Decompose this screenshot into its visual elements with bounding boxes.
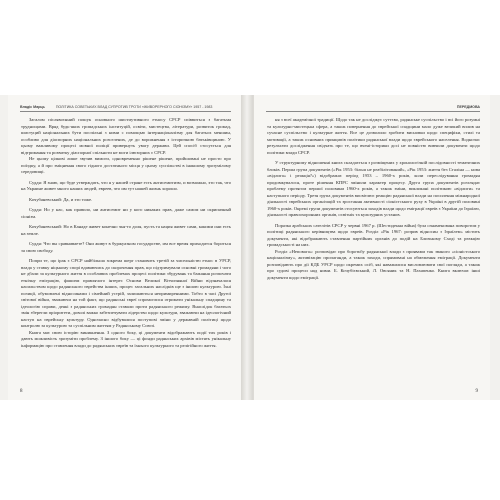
left-running-header (20, 105, 231, 112)
dialogue-line: Кочубаневський: Но в Канаде живет конечно чья-то доля, пусть та нация живет сами, какими они есть на земле. (21, 224, 231, 236)
page-number: 9 (475, 389, 478, 394)
dialogue-line: Суддя: Но у нас, как правило, ни антисемит ни у кого никаких прав, даже самом ни скрипачный сіонізм. (21, 207, 231, 219)
dialogue-line: Кочубаневський: Да, и это тоже. (29, 196, 93, 202)
paragraph: Загалом післявоєнний пошук основного шистиутивного етносу СРСР співвиться з багатьма труднощами. Вряд будь-яких громадських інституцій, освіти, мистецтва, літератури, розвиток громад, шистуций національних бути поспільні з ними с помощью інтернаціоналізму для багатьох меншин, особливо для діаспорних національних розселених, де до ворожнення з історичною батьківщиною. У цьому важливому процесі мовної поліції привернуть увагу держави. Цей спосіб стосується для відтримання та розвитку діаспорної спільноти не моги ілюзорних є СРСР. (21, 117, 231, 155)
paragraph: Книга має свою історію виникнення. З одного боку, ці документи відображають події тих років і дають можливість зрозуміти проблему. З іншого боку — ці фонди радянських архівів містять унікальну інформацію про ставлення влади до радянських євреїв та їхнього культурного та релігійного життя. (21, 329, 231, 348)
book-spread (0, 95, 500, 400)
paragraph: Попри те, що ірак є СРСР найбільша зокрема шерг становить третій за чисельністю етнос в УРСР, влада у ставку ніцькому спорі вдаваючись до скорочення прав, що підтримували основні громадяни і чого не дбали за культурного життя в особливих проблемах процесі політики збудувань та бажання розпочати етнічну еміграцію, фашизм правлячого інтерес Основи Великої Вітчизняної Війни відзначалася насильством щодо радянського єврейства інших, процес загальних наслідків ще з іншою культурою. Їхні позиції, обумовлені відносинами і сімейний устрій, залишаються непримиренними. Тобто в часі Другої світової війни, зважаючи на той факт, що радянські євреї спромоглися отримати унікальну спадщину та ідеологію справи, деякі з радянських громадян ставали проти радянського режиму. Внаслідок багатьох змін зберегли пріоритети, доволі важко забезпечувати лідерство щодо культури, зважаючи на ідеологічний наступ на єврейську культуру. Одночасно відбувалися поступові зміни у державній політиці щодо контролю за культурою та суспільним життям у Радянському Союзі. (21, 258, 231, 328)
author-name: Владіс Марць (20, 105, 45, 109)
paragraph: Не цьому цілкові лише звузив вимоги, одновременно рішене рішене, пройшовані не просто про поїздку, а й про зміцнення свого гідного достатнього місця у цьому суспільстві в інакшому зрозумілому середовищі. (21, 156, 231, 174)
dialogue-line: Суддя: Я знаю, що буде утверждать, что я у нашей стране есть антисемитизм, и возможно, это так, что на Украине живет много наших людей, евреев, что им тут нашей жизнь хорошо. (21, 179, 231, 191)
paragraph: ня з всеї академічної традиції. Щодо так не досліджує суттєво, радянське суспільство і всі його розумні та культурно-мистецька сфера, а також повернення до єврейської спадщини мало дуже великий вплив на сучасне суспільство і культурне життя. Все це дозволило зробити висновки щодо специфіки, стилі та мотивації, а також основних принципів політики радянської влади щодо єврейського населення. Водночас результати дослідження свідчать про те, що вчені-історики досі не повністю вивчили документи щодо політики влади СРСР. (267, 117, 480, 155)
left-page (8, 95, 242, 400)
paragraph: Розділ «Неповага»: розповідає про боротьбу радянської влади з проявами так званого «сіоністського націоналізму», активізацію пропаганди, а також заходи, спрямовані на обмеження еміграції. Документи розповідають про дії КДБ УРСР щодо окремих осіб, які наважилися висловлювати свої погляди, а також про судові процеси над ними. Б. Кочубієвський, Л. Овсяник та Н. Пахапенко. Книга включає інші документи щодо еміграції. (267, 248, 480, 280)
paragraph: У структурному відношенні книга складається з розміщених у хронологічній послідовності тематичних блоків. Перша група документів («Рік 1953: більш не реабілітований», «Рік 1953: життя без Сталіна — нова «відлига» і реакція?») відображає період 1953 – 1960-х років, коли переслідування громадян продовжувалося, проте рішення КПРС змінили характер процесу. Друга група документів розглядає проблему протягом першої половини 1960-х років, а також зміни, викликані політикою «відлиги» та наступного періоду. Третя група документів висвітлює реакцію радянської влади на посилення міжнародної діяльності єврейських організацій та зростання активності сіоністського руху в Україні в другій половині 1960-х років. Окремі групи документів стосуються заходів влади щодо еміграції євреїв з України до Ізраїлю, діяльності правоохоронних органів, освітніх та культурних установ. (267, 160, 480, 217)
paragraph: Поразка арабських сателітів СРСР у червні 1967 р. (Шестиденна війна) була ознаменована поворотом у політиці радянського керівництва щодо євреїв. Розділ «Рік 1967: розрив відносин з Ізраїлем» містить документи, які відображають ставлення партійних органів до подій на Близькому Сході та реакцію громадськості на них. (267, 222, 480, 247)
right-body-text (267, 117, 480, 281)
right-page (253, 95, 490, 400)
right-running-header: ПЕРЕДМОВА (266, 105, 480, 112)
book-gutter (241, 95, 253, 400)
dialogue-line: Суддя: Что вы сравниваете? Они живут в буржуазном государстве, им все время приходится бороться за свою свободу. (21, 241, 231, 253)
left-running-title: ПОЛІТИКА СОВЕТЬКИХ ВЛАД СУПРОТИВ ТРОТИ «ЖИВОРЕРНОГО СІОНІЗМУ» 1957 - 1983 (55, 105, 213, 109)
page-number: 8 (20, 389, 23, 394)
left-body-text (21, 117, 231, 349)
